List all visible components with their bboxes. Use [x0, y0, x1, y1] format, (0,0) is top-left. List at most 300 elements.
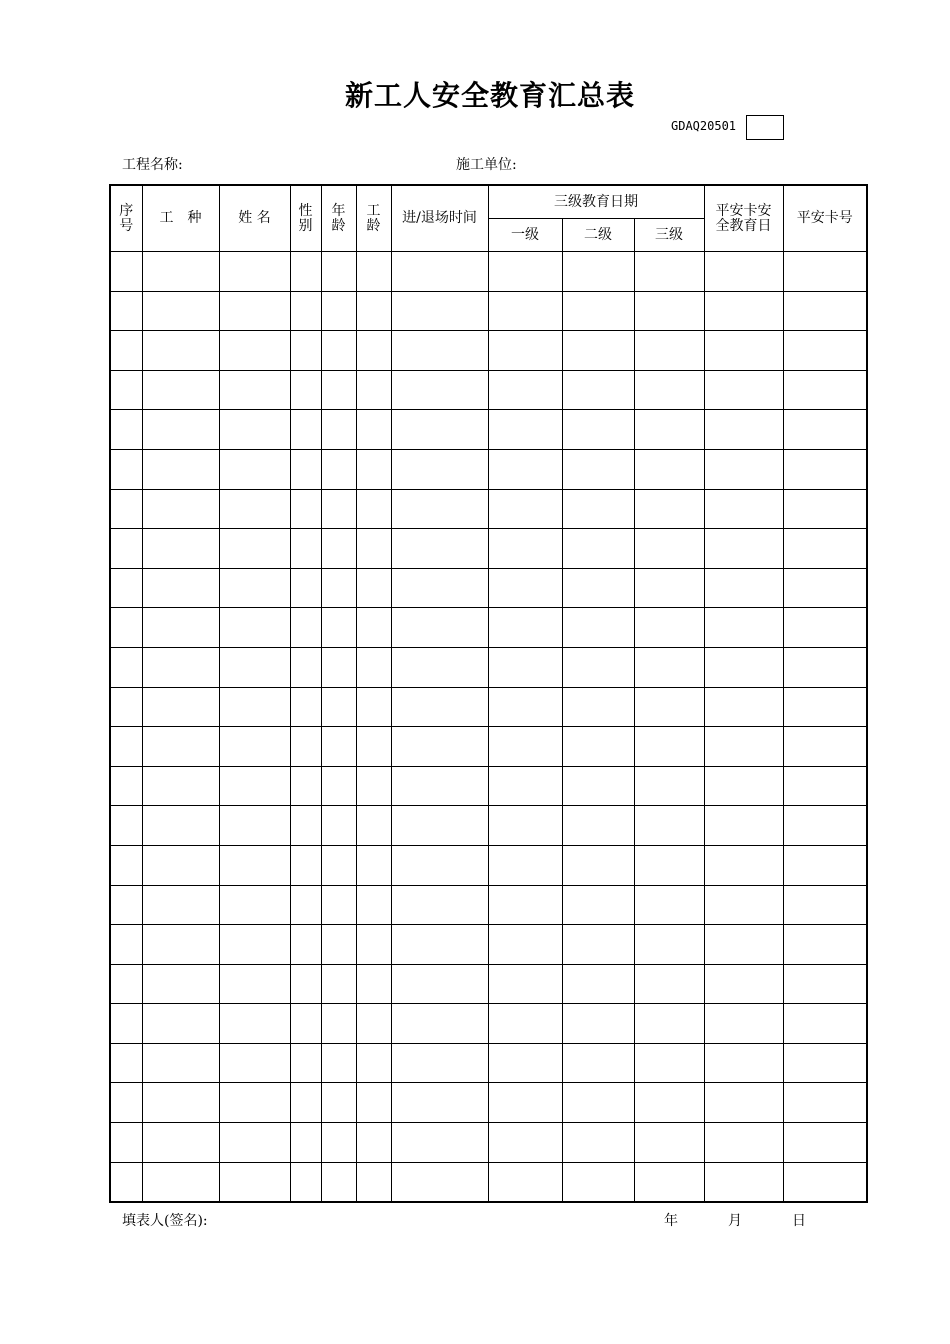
cell-trade[interactable] — [142, 370, 219, 410]
cell-safe-card-date[interactable] — [704, 331, 783, 371]
cell-name[interactable] — [219, 529, 290, 569]
cell-in-out-time[interactable] — [391, 766, 488, 806]
cell-seq[interactable] — [110, 1083, 142, 1123]
cell-safe-card-no[interactable] — [783, 925, 867, 965]
cell-seniority[interactable] — [356, 529, 391, 569]
cell-level2[interactable] — [562, 885, 634, 925]
cell-gender[interactable] — [290, 806, 321, 846]
cell-safe-card-no[interactable] — [783, 449, 867, 489]
cell-safe-card-date[interactable] — [704, 1004, 783, 1044]
cell-safe-card-date[interactable] — [704, 1162, 783, 1202]
cell-gender[interactable] — [290, 1123, 321, 1163]
cell-trade[interactable] — [142, 727, 219, 767]
cell-safe-card-no[interactable] — [783, 964, 867, 1004]
cell-gender[interactable] — [290, 608, 321, 648]
cell-age[interactable] — [321, 766, 356, 806]
cell-age[interactable] — [321, 845, 356, 885]
cell-level3[interactable] — [634, 1004, 704, 1044]
cell-age[interactable] — [321, 727, 356, 767]
cell-level3[interactable] — [634, 608, 704, 648]
cell-level3[interactable] — [634, 568, 704, 608]
cell-in-out-time[interactable] — [391, 608, 488, 648]
filler-signature-label: 填表人(签名): — [122, 1213, 208, 1229]
cell-seq[interactable] — [110, 687, 142, 727]
cell-level1[interactable] — [488, 885, 562, 925]
cell-trade[interactable] — [142, 885, 219, 925]
cell-age[interactable] — [321, 608, 356, 648]
cell-level1[interactable] — [488, 1043, 562, 1083]
table-row — [110, 449, 867, 489]
cell-level3[interactable] — [634, 449, 704, 489]
cell-seq[interactable] — [110, 1123, 142, 1163]
cell-level1[interactable] — [488, 449, 562, 489]
cell-level2[interactable] — [562, 1162, 634, 1202]
cell-safe-card-date[interactable] — [704, 568, 783, 608]
cell-safe-card-date[interactable] — [704, 291, 783, 331]
cell-name[interactable] — [219, 845, 290, 885]
cell-gender[interactable] — [290, 410, 321, 450]
cell-level2[interactable] — [562, 1043, 634, 1083]
cell-trade[interactable] — [142, 964, 219, 1004]
cell-level2[interactable] — [562, 370, 634, 410]
cell-safe-card-date[interactable] — [704, 1123, 783, 1163]
cell-level3[interactable] — [634, 647, 704, 687]
cell-seq[interactable] — [110, 489, 142, 529]
cell-age[interactable] — [321, 806, 356, 846]
cell-safe-card-date[interactable] — [704, 608, 783, 648]
cell-seq[interactable] — [110, 291, 142, 331]
cell-level2[interactable] — [562, 1083, 634, 1123]
cell-in-out-time[interactable] — [391, 370, 488, 410]
cell-seniority[interactable] — [356, 1004, 391, 1044]
cell-trade[interactable] — [142, 529, 219, 569]
cell-level3[interactable] — [634, 331, 704, 371]
cell-in-out-time[interactable] — [391, 449, 488, 489]
cell-level1[interactable] — [488, 845, 562, 885]
cell-level2[interactable] — [562, 806, 634, 846]
cell-seniority[interactable] — [356, 252, 391, 292]
cell-safe-card-date[interactable] — [704, 410, 783, 450]
cell-level1[interactable] — [488, 568, 562, 608]
cell-safe-card-no[interactable] — [783, 766, 867, 806]
cell-in-out-time[interactable] — [391, 529, 488, 569]
cell-trade[interactable] — [142, 331, 219, 371]
cell-name[interactable] — [219, 687, 290, 727]
cell-safe-card-date[interactable] — [704, 806, 783, 846]
cell-level1[interactable] — [488, 1004, 562, 1044]
cell-trade[interactable] — [142, 410, 219, 450]
cell-seq[interactable] — [110, 1004, 142, 1044]
cell-gender[interactable] — [290, 331, 321, 371]
cell-gender[interactable] — [290, 766, 321, 806]
cell-seniority[interactable] — [356, 925, 391, 965]
cell-in-out-time[interactable] — [391, 252, 488, 292]
cell-safe-card-date[interactable] — [704, 489, 783, 529]
cell-seq[interactable] — [110, 1162, 142, 1202]
cell-trade[interactable] — [142, 1123, 219, 1163]
cell-age[interactable] — [321, 964, 356, 1004]
cell-in-out-time[interactable] — [391, 568, 488, 608]
cell-safe-card-no[interactable] — [783, 806, 867, 846]
cell-trade[interactable] — [142, 252, 219, 292]
cell-level2[interactable] — [562, 845, 634, 885]
date-day-label: 日 — [792, 1213, 806, 1229]
cell-in-out-time[interactable] — [391, 1004, 488, 1044]
cell-seniority[interactable] — [356, 1043, 391, 1083]
cell-level2[interactable] — [562, 529, 634, 569]
cell-level3[interactable] — [634, 252, 704, 292]
cell-safe-card-no[interactable] — [783, 370, 867, 410]
cell-age[interactable] — [321, 1162, 356, 1202]
cell-age[interactable] — [321, 449, 356, 489]
cell-safe-card-date[interactable] — [704, 449, 783, 489]
cell-in-out-time[interactable] — [391, 964, 488, 1004]
cell-trade[interactable] — [142, 806, 219, 846]
cell-level3[interactable] — [634, 1043, 704, 1083]
cell-age[interactable] — [321, 1123, 356, 1163]
cell-age[interactable] — [321, 370, 356, 410]
table-row — [110, 608, 867, 648]
cell-level3[interactable] — [634, 370, 704, 410]
cell-in-out-time[interactable] — [391, 925, 488, 965]
cell-seniority[interactable] — [356, 568, 391, 608]
cell-seniority[interactable] — [356, 1162, 391, 1202]
cell-seniority[interactable] — [356, 1083, 391, 1123]
cell-level3[interactable] — [634, 529, 704, 569]
cell-name[interactable] — [219, 806, 290, 846]
cell-seniority[interactable] — [356, 410, 391, 450]
cell-gender[interactable] — [290, 489, 321, 529]
cell-level1[interactable] — [488, 647, 562, 687]
cell-level1[interactable] — [488, 291, 562, 331]
cell-seniority[interactable] — [356, 608, 391, 648]
table-row — [110, 727, 867, 767]
cell-safe-card-no[interactable] — [783, 687, 867, 727]
cell-trade[interactable] — [142, 845, 219, 885]
cell-age[interactable] — [321, 1083, 356, 1123]
cell-gender[interactable] — [290, 1083, 321, 1123]
cell-gender[interactable] — [290, 252, 321, 292]
header-name: 姓 名 — [219, 185, 290, 252]
cell-name[interactable] — [219, 727, 290, 767]
cell-seniority[interactable] — [356, 885, 391, 925]
cell-in-out-time[interactable] — [391, 647, 488, 687]
cell-level2[interactable] — [562, 766, 634, 806]
cell-name[interactable] — [219, 489, 290, 529]
cell-safe-card-date[interactable] — [704, 727, 783, 767]
cell-level1[interactable] — [488, 1123, 562, 1163]
cell-safe-card-no[interactable] — [783, 1004, 867, 1044]
cell-seq[interactable] — [110, 727, 142, 767]
cell-seniority[interactable] — [356, 687, 391, 727]
cell-age[interactable] — [321, 925, 356, 965]
cell-seq[interactable] — [110, 449, 142, 489]
cell-level2[interactable] — [562, 410, 634, 450]
cell-in-out-time[interactable] — [391, 845, 488, 885]
cell-safe-card-no[interactable] — [783, 647, 867, 687]
cell-age[interactable] — [321, 291, 356, 331]
cell-name[interactable] — [219, 766, 290, 806]
cell-level2[interactable] — [562, 964, 634, 1004]
cell-level2[interactable] — [562, 1123, 634, 1163]
cell-trade[interactable] — [142, 489, 219, 529]
cell-name[interactable] — [219, 925, 290, 965]
cell-gender[interactable] — [290, 1004, 321, 1044]
cell-seq[interactable] — [110, 1043, 142, 1083]
cell-in-out-time[interactable] — [391, 410, 488, 450]
cell-gender[interactable] — [290, 568, 321, 608]
cell-seq[interactable] — [110, 964, 142, 1004]
cell-seniority[interactable] — [356, 766, 391, 806]
cell-in-out-time[interactable] — [391, 1123, 488, 1163]
cell-safe-card-date[interactable] — [704, 885, 783, 925]
cell-level1[interactable] — [488, 766, 562, 806]
cell-seq[interactable] — [110, 806, 142, 846]
cell-trade[interactable] — [142, 568, 219, 608]
cell-trade[interactable] — [142, 647, 219, 687]
cell-level2[interactable] — [562, 608, 634, 648]
cell-seniority[interactable] — [356, 449, 391, 489]
cell-level3[interactable] — [634, 885, 704, 925]
cell-age[interactable] — [321, 1004, 356, 1044]
cell-level2[interactable] — [562, 925, 634, 965]
cell-name[interactable] — [219, 449, 290, 489]
table-row — [110, 489, 867, 529]
cell-age[interactable] — [321, 647, 356, 687]
cell-seq[interactable] — [110, 529, 142, 569]
cell-name[interactable] — [219, 1162, 290, 1202]
cell-gender[interactable] — [290, 964, 321, 1004]
cell-trade[interactable] — [142, 1043, 219, 1083]
cell-safe-card-no[interactable] — [783, 529, 867, 569]
cell-seniority[interactable] — [356, 370, 391, 410]
cell-level1[interactable] — [488, 529, 562, 569]
cell-age[interactable] — [321, 687, 356, 727]
cell-level2[interactable] — [562, 331, 634, 371]
table-row — [110, 1123, 867, 1163]
cell-in-out-time[interactable] — [391, 331, 488, 371]
cell-trade[interactable] — [142, 1004, 219, 1044]
cell-gender[interactable] — [290, 687, 321, 727]
cell-trade[interactable] — [142, 1162, 219, 1202]
cell-gender[interactable] — [290, 1043, 321, 1083]
cell-seq[interactable] — [110, 331, 142, 371]
cell-gender[interactable] — [290, 449, 321, 489]
form-code-box[interactable] — [746, 115, 784, 140]
cell-name[interactable] — [219, 370, 290, 410]
cell-in-out-time[interactable] — [391, 727, 488, 767]
cell-seq[interactable] — [110, 925, 142, 965]
cell-level1[interactable] — [488, 410, 562, 450]
cell-seq[interactable] — [110, 608, 142, 648]
cell-gender[interactable] — [290, 647, 321, 687]
header-safe-card-no: 平安卡号 — [783, 185, 867, 252]
cell-age[interactable] — [321, 568, 356, 608]
cell-level1[interactable] — [488, 370, 562, 410]
cell-safe-card-no[interactable] — [783, 410, 867, 450]
cell-in-out-time[interactable] — [391, 1162, 488, 1202]
cell-level2[interactable] — [562, 687, 634, 727]
cell-name[interactable] — [219, 291, 290, 331]
cell-in-out-time[interactable] — [391, 1083, 488, 1123]
cell-seq[interactable] — [110, 845, 142, 885]
cell-gender[interactable] — [290, 845, 321, 885]
cell-safe-card-no[interactable] — [783, 1043, 867, 1083]
cell-trade[interactable] — [142, 449, 219, 489]
cell-safe-card-date[interactable] — [704, 925, 783, 965]
cell-safe-card-date[interactable] — [704, 766, 783, 806]
cell-safe-card-date[interactable] — [704, 529, 783, 569]
cell-level1[interactable] — [488, 1162, 562, 1202]
cell-level2[interactable] — [562, 1004, 634, 1044]
cell-in-out-time[interactable] — [391, 1043, 488, 1083]
cell-safe-card-date[interactable] — [704, 964, 783, 1004]
cell-seniority[interactable] — [356, 647, 391, 687]
cell-in-out-time[interactable] — [391, 291, 488, 331]
cell-safe-card-no[interactable] — [783, 608, 867, 648]
cell-safe-card-no[interactable] — [783, 727, 867, 767]
cell-safe-card-date[interactable] — [704, 1083, 783, 1123]
cell-level3[interactable] — [634, 806, 704, 846]
cell-level3[interactable] — [634, 1083, 704, 1123]
cell-level2[interactable] — [562, 727, 634, 767]
cell-level1[interactable] — [488, 964, 562, 1004]
cell-seq[interactable] — [110, 410, 142, 450]
cell-age[interactable] — [321, 252, 356, 292]
cell-level3[interactable] — [634, 489, 704, 529]
cell-name[interactable] — [219, 568, 290, 608]
cell-level1[interactable] — [488, 252, 562, 292]
cell-name[interactable] — [219, 1043, 290, 1083]
cell-level1[interactable] — [488, 489, 562, 529]
cell-seniority[interactable] — [356, 727, 391, 767]
cell-safe-card-no[interactable] — [783, 331, 867, 371]
cell-level3[interactable] — [634, 727, 704, 767]
cell-age[interactable] — [321, 489, 356, 529]
cell-in-out-time[interactable] — [391, 806, 488, 846]
cell-age[interactable] — [321, 1043, 356, 1083]
cell-level1[interactable] — [488, 608, 562, 648]
cell-safe-card-date[interactable] — [704, 687, 783, 727]
cell-trade[interactable] — [142, 291, 219, 331]
cell-seq[interactable] — [110, 252, 142, 292]
cell-level2[interactable] — [562, 647, 634, 687]
cell-level1[interactable] — [488, 727, 562, 767]
cell-level1[interactable] — [488, 1083, 562, 1123]
cell-gender[interactable] — [290, 1162, 321, 1202]
cell-level2[interactable] — [562, 252, 634, 292]
cell-level3[interactable] — [634, 410, 704, 450]
cell-gender[interactable] — [290, 370, 321, 410]
cell-level3[interactable] — [634, 1123, 704, 1163]
cell-safe-card-date[interactable] — [704, 370, 783, 410]
cell-safe-card-no[interactable] — [783, 1162, 867, 1202]
cell-seniority[interactable] — [356, 489, 391, 529]
cell-age[interactable] — [321, 885, 356, 925]
cell-in-out-time[interactable] — [391, 489, 488, 529]
cell-seniority[interactable] — [356, 291, 391, 331]
cell-seq[interactable] — [110, 370, 142, 410]
cell-name[interactable] — [219, 1083, 290, 1123]
cell-level1[interactable] — [488, 806, 562, 846]
cell-trade[interactable] — [142, 608, 219, 648]
cell-safe-card-no[interactable] — [783, 885, 867, 925]
cell-name[interactable] — [219, 964, 290, 1004]
cell-level3[interactable] — [634, 964, 704, 1004]
cell-level3[interactable] — [634, 845, 704, 885]
cell-seniority[interactable] — [356, 331, 391, 371]
cell-in-out-time[interactable] — [391, 885, 488, 925]
cell-safe-card-date[interactable] — [704, 252, 783, 292]
cell-age[interactable] — [321, 410, 356, 450]
cell-name[interactable] — [219, 1123, 290, 1163]
cell-trade[interactable] — [142, 766, 219, 806]
cell-level3[interactable] — [634, 766, 704, 806]
cell-age[interactable] — [321, 529, 356, 569]
cell-seniority[interactable] — [356, 806, 391, 846]
cell-name[interactable] — [219, 885, 290, 925]
cell-gender[interactable] — [290, 925, 321, 965]
cell-name[interactable] — [219, 608, 290, 648]
cell-safe-card-date[interactable] — [704, 845, 783, 885]
cell-safe-card-no[interactable] — [783, 252, 867, 292]
cell-gender[interactable] — [290, 291, 321, 331]
cell-level2[interactable] — [562, 489, 634, 529]
cell-safe-card-no[interactable] — [783, 1123, 867, 1163]
cell-gender[interactable] — [290, 727, 321, 767]
cell-name[interactable] — [219, 410, 290, 450]
cell-trade[interactable] — [142, 925, 219, 965]
cell-name[interactable] — [219, 331, 290, 371]
cell-trade[interactable] — [142, 1083, 219, 1123]
cell-level1[interactable] — [488, 925, 562, 965]
cell-safe-card-no[interactable] — [783, 1083, 867, 1123]
cell-seniority[interactable] — [356, 845, 391, 885]
cell-safe-card-no[interactable] — [783, 568, 867, 608]
cell-seniority[interactable] — [356, 964, 391, 1004]
cell-seq[interactable] — [110, 885, 142, 925]
cell-seniority[interactable] — [356, 1123, 391, 1163]
cell-safe-card-no[interactable] — [783, 489, 867, 529]
cell-seq[interactable] — [110, 568, 142, 608]
cell-name[interactable] — [219, 647, 290, 687]
cell-seq[interactable] — [110, 647, 142, 687]
cell-name[interactable] — [219, 252, 290, 292]
cell-in-out-time[interactable] — [391, 687, 488, 727]
cell-level3[interactable] — [634, 925, 704, 965]
cell-gender[interactable] — [290, 529, 321, 569]
cell-safe-card-no[interactable] — [783, 291, 867, 331]
cell-level3[interactable] — [634, 1162, 704, 1202]
cell-gender[interactable] — [290, 885, 321, 925]
cell-safe-card-date[interactable] — [704, 1043, 783, 1083]
cell-level1[interactable] — [488, 331, 562, 371]
table-row — [110, 291, 867, 331]
cell-level2[interactable] — [562, 291, 634, 331]
table-row — [110, 1043, 867, 1083]
cell-seq[interactable] — [110, 766, 142, 806]
cell-safe-card-date[interactable] — [704, 647, 783, 687]
cell-level3[interactable] — [634, 291, 704, 331]
cell-trade[interactable] — [142, 687, 219, 727]
cell-age[interactable] — [321, 331, 356, 371]
cell-level2[interactable] — [562, 568, 634, 608]
cell-level1[interactable] — [488, 687, 562, 727]
cell-safe-card-no[interactable] — [783, 845, 867, 885]
cell-level2[interactable] — [562, 449, 634, 489]
cell-level3[interactable] — [634, 687, 704, 727]
cell-name[interactable] — [219, 1004, 290, 1044]
